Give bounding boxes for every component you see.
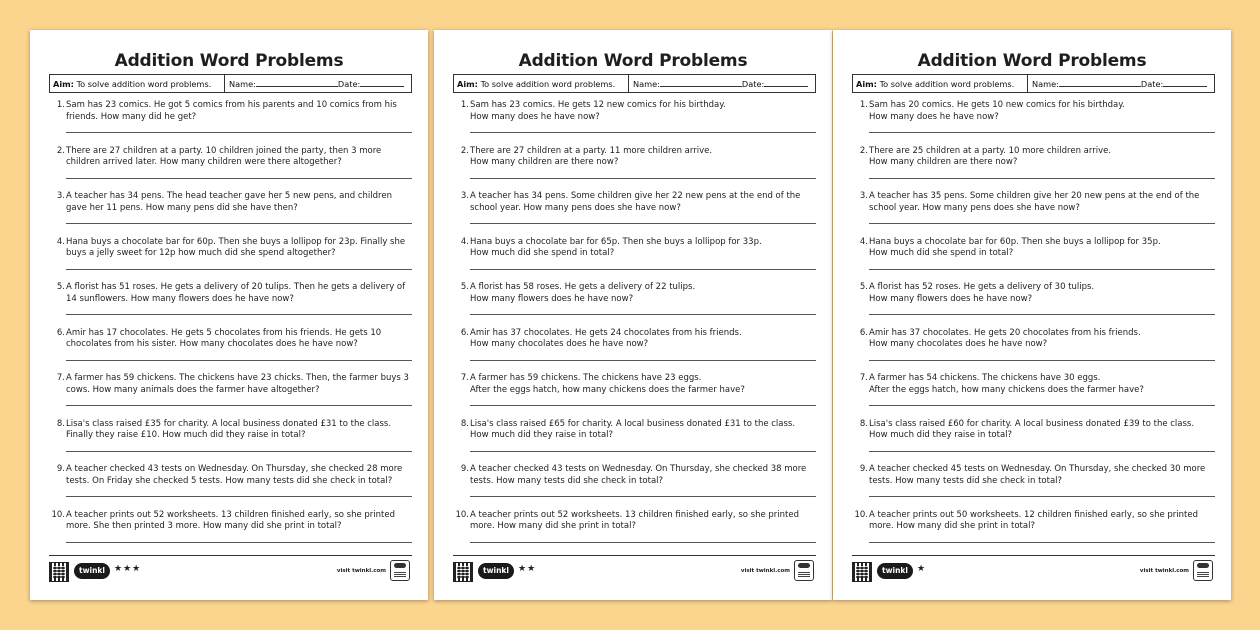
answer-line[interactable] — [869, 178, 1215, 179]
question-number: 7. — [460, 373, 469, 383]
question-number: 3. — [859, 191, 868, 201]
quality-badge-icon — [1193, 560, 1213, 581]
question-item — [453, 100, 818, 123]
question-text: A farmer has 54 chickens. The chickens have 30 eggs. After the eggs hatch, how many chickens does the farmer have? — [869, 373, 1144, 395]
question-item — [852, 510, 1217, 533]
name-field[interactable] — [660, 79, 742, 87]
question-text: A farmer has 59 chickens. The chickens have 23 chicks. Then, the farmer buys 3 cows. How many animals does the farmer have altogether? — [66, 373, 409, 395]
question-item — [453, 282, 818, 305]
answer-line[interactable] — [869, 132, 1215, 133]
question-item — [49, 373, 414, 396]
question-text: A teacher prints out 52 worksheets. 13 children finished early, so she printed more. She then printed 3 more. How many did she print in total? — [66, 509, 395, 531]
question-number: 2. — [460, 145, 469, 156]
question-number: 10. — [455, 509, 469, 520]
website-link[interactable]: visit twinkl.com — [336, 568, 386, 574]
answer-line[interactable] — [66, 405, 412, 406]
answer-line[interactable] — [66, 542, 412, 543]
question-item — [49, 237, 414, 260]
answer-line[interactable] — [470, 496, 816, 497]
question-item — [852, 328, 1217, 351]
question-number: 10. — [51, 509, 65, 520]
header-box — [49, 74, 412, 93]
question-number: 1. — [56, 100, 65, 110]
answer-line[interactable] — [869, 223, 1215, 224]
answer-line[interactable] — [66, 451, 412, 452]
answer-line[interactable] — [470, 360, 816, 361]
question-item — [852, 373, 1217, 396]
answer-line[interactable] — [66, 132, 412, 133]
question-number: 5. — [56, 282, 65, 292]
question-number: 6. — [859, 327, 868, 338]
answer-line[interactable] — [470, 542, 816, 543]
quality-badge-icon — [794, 560, 814, 581]
qr-code-icon — [49, 562, 69, 582]
worksheet-title: Addition Word Problems — [114, 51, 344, 71]
answer-line[interactable] — [470, 269, 816, 270]
question-number: 4. — [859, 236, 868, 247]
difficulty-stars: ★★★ — [114, 564, 142, 574]
date-label: Date: — [1140, 79, 1164, 89]
question-item — [49, 191, 414, 214]
question-item — [852, 237, 1217, 260]
twinkl-logo: twinkl — [74, 563, 110, 579]
qr-code-icon — [453, 562, 473, 582]
worksheet-two-star — [434, 30, 832, 600]
aim-label: Aim: — [53, 79, 74, 89]
question-text: A teacher checked 45 tests on Wednesday. On Thursday, she checked 30 more tests. How many tests did she check in total? — [869, 464, 1206, 486]
answer-line[interactable] — [470, 132, 816, 133]
question-number: 9. — [460, 464, 469, 474]
answer-line[interactable] — [66, 269, 412, 270]
question-number: 9. — [56, 464, 65, 474]
question-item — [453, 510, 818, 533]
question-text: There are 27 children at a party. 10 children joined the party, then 3 more children arrived later. How many children were there altogether? — [66, 145, 382, 167]
name-label: Name: — [633, 79, 660, 89]
name-field[interactable] — [1059, 79, 1141, 87]
aim-text: To solve addition word problems. — [76, 79, 212, 89]
question-text: A teacher checked 43 tests on Wednesday. On Thursday, she checked 28 more tests. On Friday she checked 5 tests. How many tests did she check in total? — [66, 464, 403, 486]
question-item — [49, 146, 414, 169]
question-text: A teacher checked 43 tests on Wednesday. On Thursday, she checked 38 more tests. How many tests did she check in total? — [470, 464, 807, 486]
question-text: A florist has 58 roses. He gets a delivery of 22 tulips. How many flowers does he have now? — [470, 282, 696, 304]
footer-rule — [852, 555, 1215, 556]
question-item — [453, 146, 818, 169]
question-text: A teacher prints out 52 worksheets. 13 children finished early, so she printed more. How many did she print in total? — [470, 509, 799, 531]
answer-line[interactable] — [869, 314, 1215, 315]
question-text: A teacher has 34 pens. The head teacher gave her 5 new pens, and children gave her 11 pens. How many pens did she have then? — [66, 191, 392, 213]
worksheet-one-star — [833, 30, 1231, 600]
question-item — [49, 328, 414, 351]
question-item — [453, 419, 818, 442]
question-number: 8. — [460, 418, 469, 429]
question-number: 1. — [859, 100, 868, 110]
name-date-cell — [629, 75, 815, 92]
question-number: 7. — [859, 373, 868, 383]
question-text: There are 25 children at a party. 10 more children arrive. How many children are there now? — [869, 145, 1112, 167]
aim-text: To solve addition word problems. — [480, 79, 616, 89]
question-text: A florist has 52 roses. He gets a delivery of 30 tulips. How many flowers does he have now? — [869, 282, 1095, 304]
question-number: 10. — [854, 509, 868, 520]
date-field[interactable] — [1163, 79, 1207, 87]
twinkl-logo: twinkl — [877, 563, 913, 579]
twinkl-logo: twinkl — [478, 563, 514, 579]
question-text: Hana buys a chocolate bar for 65p. Then she buys a lollipop for 33p. How much did she spend in total? — [470, 236, 762, 258]
question-item — [49, 282, 414, 305]
difficulty-stars: ★★ — [518, 564, 537, 574]
question-text: Lisa's class raised £65 for charity. A local business donated £31 to the class. How much did they raise in total? — [470, 418, 796, 440]
name-label: Name: — [1032, 79, 1059, 89]
worksheet-title: Addition Word Problems — [518, 51, 748, 71]
question-item — [852, 191, 1217, 214]
question-item — [852, 419, 1217, 442]
answer-line[interactable] — [66, 314, 412, 315]
answer-line[interactable] — [869, 405, 1215, 406]
question-item — [852, 146, 1217, 169]
answer-line[interactable] — [470, 223, 816, 224]
question-item — [49, 510, 414, 533]
question-item — [49, 100, 414, 123]
answer-line[interactable] — [470, 178, 816, 179]
question-number: 1. — [460, 100, 469, 110]
question-item — [852, 464, 1217, 487]
question-number: 3. — [56, 191, 65, 201]
aim-cell — [454, 75, 629, 92]
aim-label: Aim: — [856, 79, 877, 89]
date-label: Date: — [337, 79, 361, 89]
question-number: 5. — [859, 282, 868, 292]
question-item — [453, 328, 818, 351]
question-number: 3. — [460, 191, 469, 201]
question-text: A teacher has 35 pens. Some children give her 20 new pens at the end of the school year. How many pens does she have now? — [869, 191, 1200, 213]
question-text: Amir has 17 chocolates. He gets 5 chocolates from his friends. He gets 10 chocolates from his sister. How many chocolates does he have now? — [66, 327, 382, 349]
question-text: Amir has 37 chocolates. He gets 20 chocolates from his friends. How many chocolates does he have now? — [869, 327, 1141, 349]
answer-line[interactable] — [470, 405, 816, 406]
question-item — [852, 100, 1217, 123]
date-field[interactable] — [764, 79, 808, 87]
question-text: Lisa's class raised £35 for charity. A local business donated £31 to the class. Finally they raise £10. How much did they raise in total? — [66, 418, 392, 440]
question-number: 7. — [56, 373, 65, 383]
question-number: 9. — [859, 464, 868, 474]
website-link[interactable]: visit twinkl.com — [740, 568, 790, 574]
question-number: 4. — [460, 236, 469, 247]
answer-line[interactable] — [66, 496, 412, 497]
aim-label: Aim: — [457, 79, 478, 89]
answer-line[interactable] — [66, 178, 412, 179]
answer-line[interactable] — [869, 269, 1215, 270]
name-date-cell — [1028, 75, 1214, 92]
header-box — [453, 74, 816, 93]
website-link[interactable]: visit twinkl.com — [1139, 568, 1189, 574]
question-text: Sam has 23 comics. He got 5 comics from his parents and 10 comics from his friends. How many did he get? — [66, 100, 397, 122]
footer-rule — [453, 555, 816, 556]
question-text: A florist has 51 roses. He gets a delivery of 20 tulips. Then he gets a delivery of 14 sunflowers. How many flowers does he have now? — [66, 282, 406, 304]
date-label: Date: — [741, 79, 765, 89]
question-item — [453, 191, 818, 214]
question-text: Amir has 37 chocolates. He gets 24 chocolates from his friends. How many chocolates does he have now? — [470, 327, 742, 349]
question-text: Sam has 20 comics. He gets 10 new comics for his birthday. How many does he have now? — [869, 100, 1125, 122]
question-text: Lisa's class raised £60 for charity. A local business donated £39 to the class. How much did they raise in total? — [869, 418, 1195, 440]
question-number: 2. — [859, 145, 868, 156]
question-text: There are 27 children at a party. 11 more children arrive. How many children are there now? — [470, 145, 713, 167]
answer-line[interactable] — [66, 223, 412, 224]
question-text: Hana buys a chocolate bar for 60p. Then she buys a lollipop for 35p. How much did she spend in total? — [869, 236, 1161, 258]
answer-line[interactable] — [66, 360, 412, 361]
qr-code-icon — [852, 562, 872, 582]
question-item — [453, 373, 818, 396]
worksheet-title: Addition Word Problems — [917, 51, 1147, 71]
question-text: Hana buys a chocolate bar for 60p. Then she buys a lollipop for 23p. Finally she buys a jelly sweet for 12p how much did she spend altogether? — [66, 236, 406, 258]
question-item — [852, 282, 1217, 305]
date-field[interactable] — [360, 79, 404, 87]
footer-rule — [49, 555, 412, 556]
aim-cell — [50, 75, 225, 92]
answer-line[interactable] — [869, 496, 1215, 497]
question-number: 6. — [460, 327, 469, 338]
aim-cell — [853, 75, 1028, 92]
answer-line[interactable] — [869, 451, 1215, 452]
worksheet-three-star — [30, 30, 428, 600]
question-item — [49, 419, 414, 442]
header-box — [852, 74, 1215, 93]
answer-line[interactable] — [869, 360, 1215, 361]
question-text: Sam has 23 comics. He gets 12 new comics for his birthday. How many does he have now? — [470, 100, 726, 122]
question-item — [453, 464, 818, 487]
name-label: Name: — [229, 79, 256, 89]
question-number: 8. — [859, 418, 868, 429]
question-number: 2. — [56, 145, 65, 156]
name-field[interactable] — [256, 79, 338, 87]
difficulty-stars: ★ — [917, 564, 927, 574]
aim-text: To solve addition word problems. — [879, 79, 1015, 89]
question-text: A farmer has 59 chickens. The chickens have 23 eggs. After the eggs hatch, how many chickens does the farmer have? — [470, 373, 745, 395]
answer-line[interactable] — [470, 314, 816, 315]
quality-badge-icon — [390, 560, 410, 581]
question-item — [453, 237, 818, 260]
question-text: A teacher has 34 pens. Some children give her 22 new pens at the end of the school year. How many pens does she have now? — [470, 191, 801, 213]
name-date-cell — [225, 75, 411, 92]
question-number: 8. — [56, 418, 65, 429]
answer-line[interactable] — [869, 542, 1215, 543]
question-text: A teacher prints out 50 worksheets. 12 children finished early, so she printed more. How many did she print in total? — [869, 509, 1198, 531]
question-number: 5. — [460, 282, 469, 292]
question-item — [49, 464, 414, 487]
question-number: 6. — [56, 327, 65, 338]
question-number: 4. — [56, 236, 65, 247]
answer-line[interactable] — [470, 451, 816, 452]
